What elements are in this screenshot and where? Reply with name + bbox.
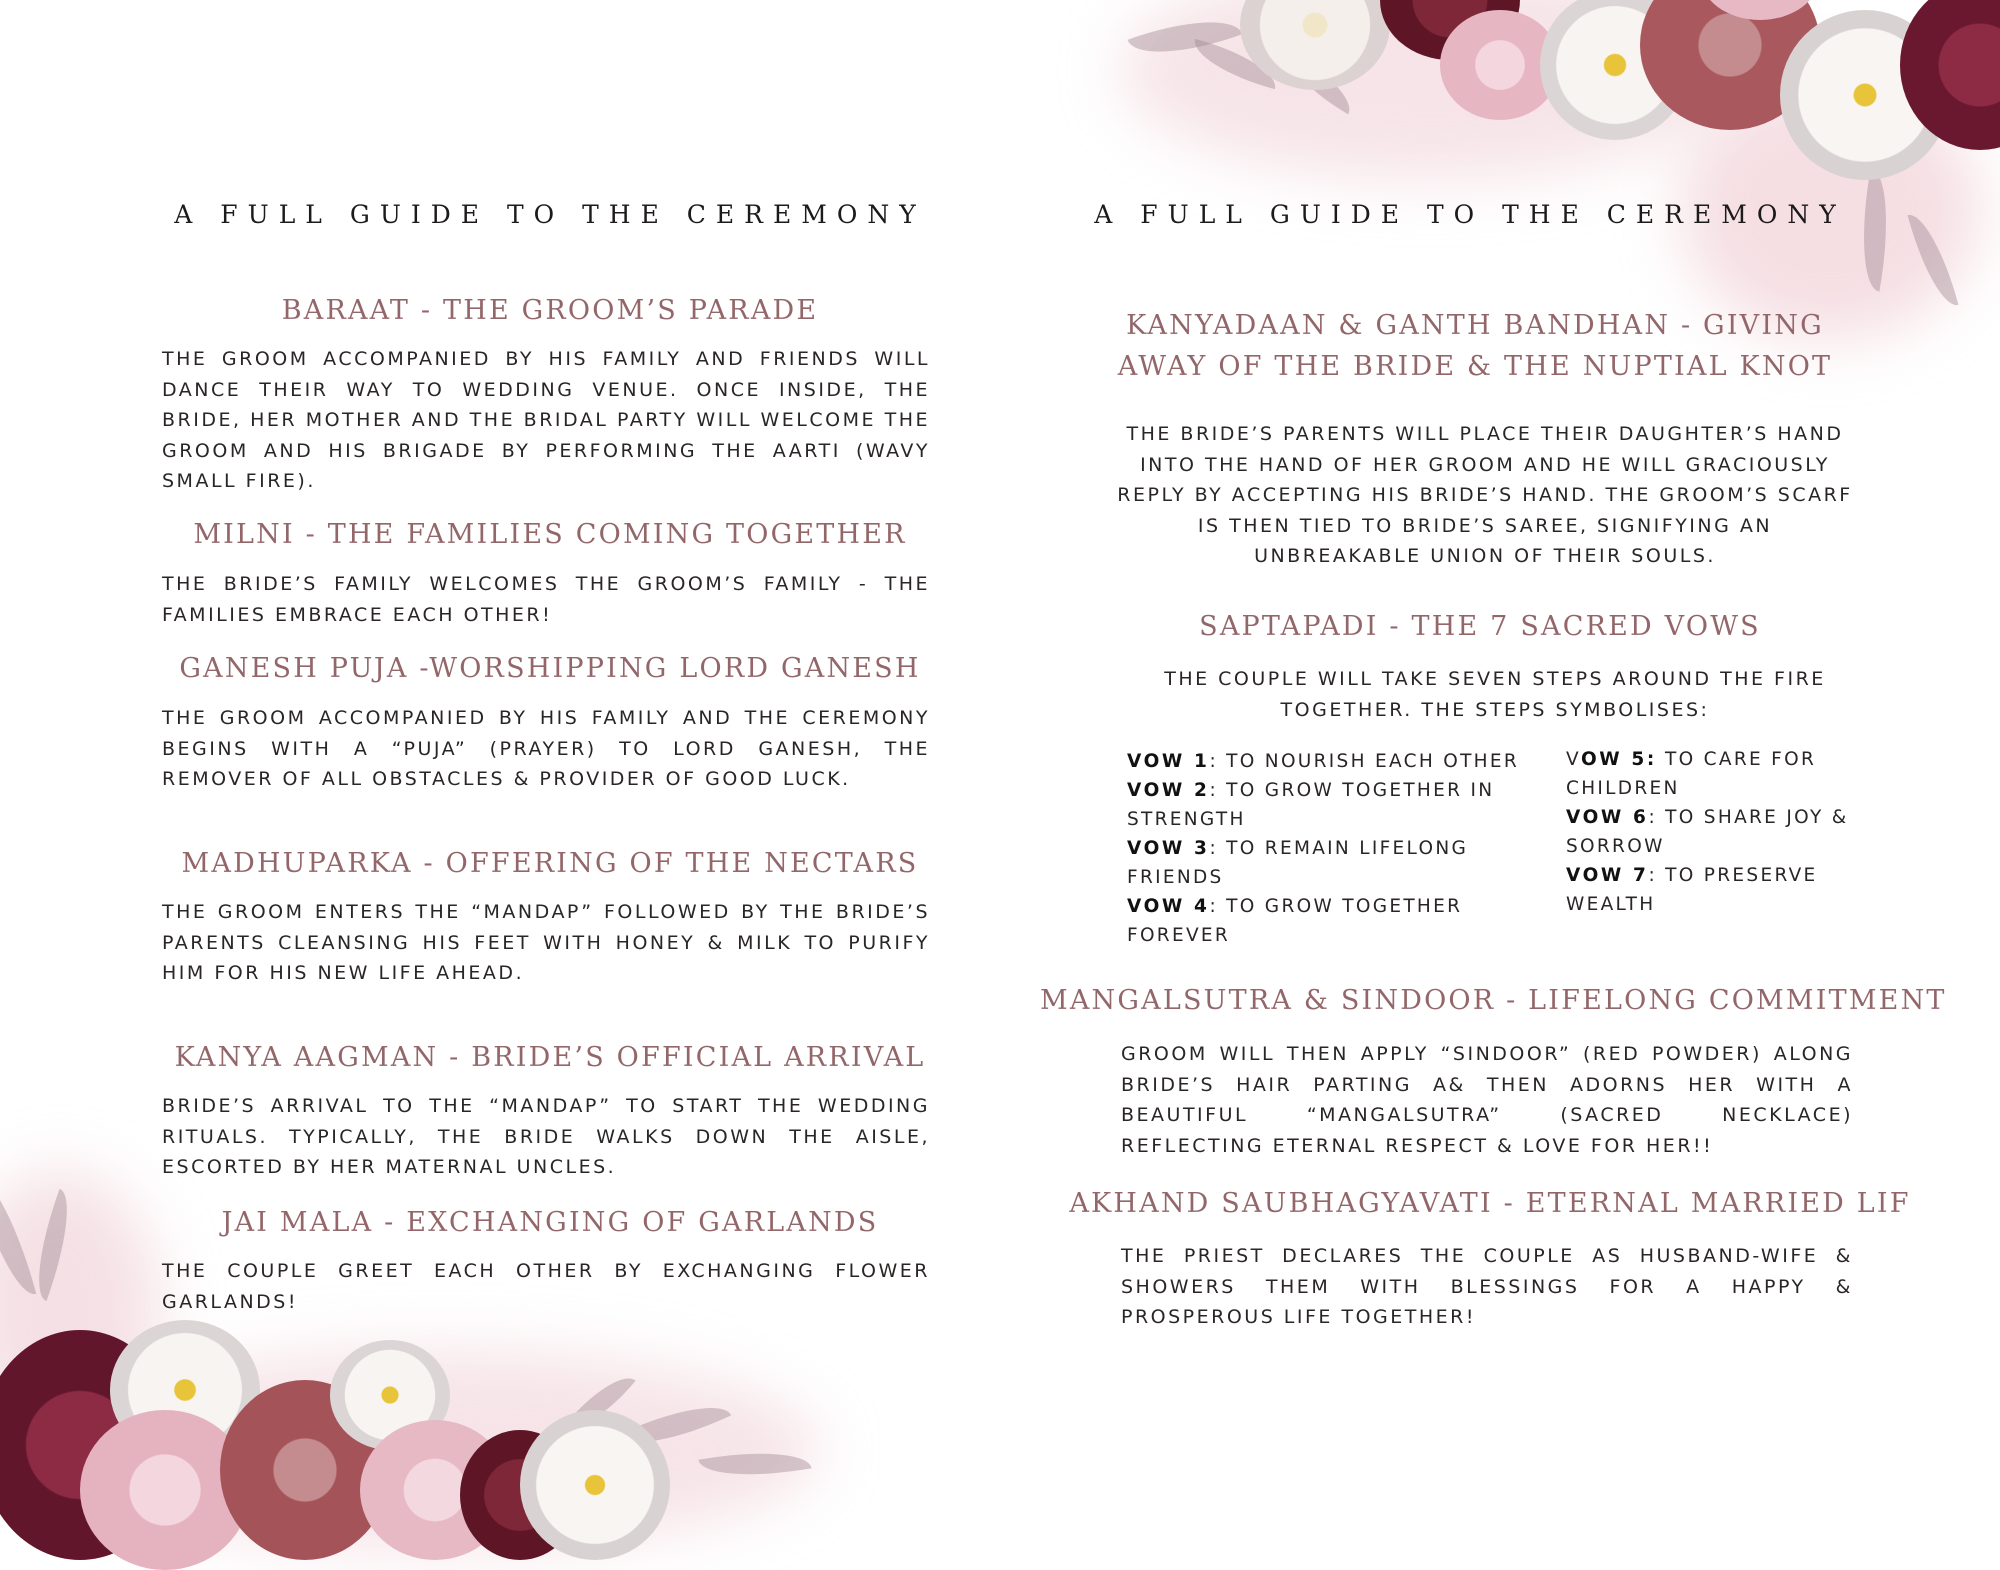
section-heading-madhuparka: MADHUPARKA - OFFERING OF THE NECTARS: [181, 848, 919, 879]
vow-item: [1127, 776, 1547, 834]
section-body-akhand: THE PRIEST DECLARES THE COUPLE AS HUSBAND-WIFE & SHOWERS THEM WITH BLESSINGS FOR A HAPPY & PROSPEROUS LIFE TOGETHER!: [1121, 1245, 1853, 1328]
vow-label: OW 5:: [1580, 749, 1657, 770]
section-heading-jai-mala: JAI MALA - EXCHANGING OF GARLANDS: [221, 1207, 879, 1238]
section-body-milni: THE BRIDE’S FAMILY WELCOMES THE GROOM’S FAMILY - THE FAMILIES EMBRACE EACH OTHER!: [162, 573, 930, 626]
vow-label: VOW 4: [1127, 896, 1210, 917]
section-body-baraat: THE GROOM ACCOMPANIED BY HIS FAMILY AND FRIENDS WILL DANCE THEIR WAY TO WEDDING VENUE. ONCE INSIDE, THE BRIDE, HER MOTHER AND THE BRIDAL PARTY WILL WELCOME THE GROOM AND HIS BRIGADE BY PERFORMING THE AARTI (WAVY SMALL FIRE).: [162, 348, 930, 492]
vow-text: : TO SHARE JOY & SORROW: [1566, 807, 1849, 857]
vow-item: [1566, 803, 1886, 861]
section-heading-kanya-aagman: KANYA AAGMAN - BRIDE’S OFFICIAL ARRIVAL: [174, 1042, 926, 1073]
page-title-right: A FULL GUIDE TO THE CEREMONY: [1094, 200, 1846, 229]
vow-list-left: [1127, 747, 1547, 950]
vow-label: VOW 7: [1566, 865, 1649, 886]
section-heading-saptapadi: SAPTAPADI - THE 7 SACRED VOWS: [1199, 611, 1761, 642]
vow-text: : TO NOURISH EACH OTHER: [1209, 751, 1520, 772]
vow-item: [1566, 861, 1886, 919]
section-heading-akhand: AKHAND SAUBHAGYAVATI - ETERNAL MARRIED LIF: [1069, 1188, 1911, 1219]
vow-text: : TO GROW TOGETHER IN STRENGTH: [1127, 780, 1495, 830]
section-heading-milni: MILNI - THE FAMILIES COMING TOGETHER: [193, 519, 907, 550]
section-heading-baraat: BARAAT - THE GROOM’S PARADE: [281, 295, 819, 326]
vow-text: : TO REMAIN LIFELONG FRIENDS: [1127, 838, 1469, 888]
page-title-left: A FULL GUIDE TO THE CEREMONY: [174, 200, 926, 229]
section-heading-ganesh-puja: GANESH PUJA -WORSHIPPING LORD GANESH: [179, 653, 921, 684]
section-body-kanya-aagman: BRIDE’S ARRIVAL TO THE “MANDAP” TO START THE WEDDING RITUALS. TYPICALLY, THE BRIDE WALKS DOWN THE AISLE, ESCORTED BY HER MATERNAL UNCLES.: [162, 1095, 930, 1178]
section-body-madhuparka: THE GROOM ENTERS THE “MANDAP” FOLLOWED BY THE BRIDE’S PARENTS CLEANSING HIS FEET WITH HONEY & MILK TO PURIFY HIM FOR HIS NEW LIFE AHEAD.: [162, 901, 930, 984]
section-body-jai-mala: THE COUPLE GREET EACH OTHER BY EXCHANGING FLOWER GARLANDS!: [162, 1260, 930, 1313]
section-heading-mangalsutra: MANGALSUTRA & SINDOOR - LIFELONG COMMITMENT: [1040, 985, 1947, 1016]
vow-item: [1566, 745, 1886, 803]
section-body-mangalsutra: GROOM WILL THEN APPLY “SINDOOR” (RED POWDER) ALONG BRIDE’S HAIR PARTING A& THEN ADORNS HER WITH A BEAUTIFUL “MANGALSUTRA” (SACRED NECKLACE) REFLECTING ETERNAL RESPECT & LOVE FOR HER!!: [1121, 1043, 1853, 1157]
vow-item: [1127, 747, 1547, 776]
section-body-saptapadi: THE COUPLE WILL TAKE SEVEN STEPS AROUND THE FIRE TOGETHER. THE STEPS SYMBOLISES:: [1164, 668, 1826, 721]
vow-text: : TO GROW TOGETHER FOREVER: [1127, 896, 1463, 946]
vow-text: TO CARE FOR CHILDREN: [1566, 749, 1817, 799]
vow-label: VOW 1: [1127, 751, 1210, 772]
vow-label: VOW 3: [1127, 838, 1210, 859]
vow-item: [1127, 892, 1547, 950]
section-body-ganesh-puja: THE GROOM ACCOMPANIED BY HIS FAMILY AND THE CEREMONY BEGINS WITH A “PUJA” (PRAYER) TO LORD GANESH, THE REMOVER OF ALL OBSTACLES & PROVIDER OF GOOD LUCK.: [162, 707, 930, 790]
vow-list-right: [1566, 745, 1886, 919]
vow-text: : TO PRESERVE WEALTH: [1566, 865, 1818, 915]
section-heading-kanyadaan: KANYADAAN & GANTH BANDHAN - GIVING AWAY OF THE BRIDE & THE NUPTIAL KNOT: [1117, 310, 1833, 382]
vow-label: VOW 2: [1127, 780, 1210, 801]
section-body-kanyadaan: THE BRIDE’S PARENTS WILL PLACE THEIR DAUGHTER’S HAND INTO THE HAND OF HER GROOM AND HE WILL GRACIOUSLY REPLY BY ACCEPTING HIS BRIDE’S HAND. THE GROOM’S SCARF IS THEN TIED TO BRIDE’S SAREE, SIGNIFYING AN UNBREAKABLE UNION OF THEIR SOULS.: [1117, 423, 1853, 567]
vow-item: [1127, 834, 1547, 892]
vow-label-plain: V: [1566, 749, 1581, 770]
vow-label: VOW 6: [1566, 807, 1649, 828]
